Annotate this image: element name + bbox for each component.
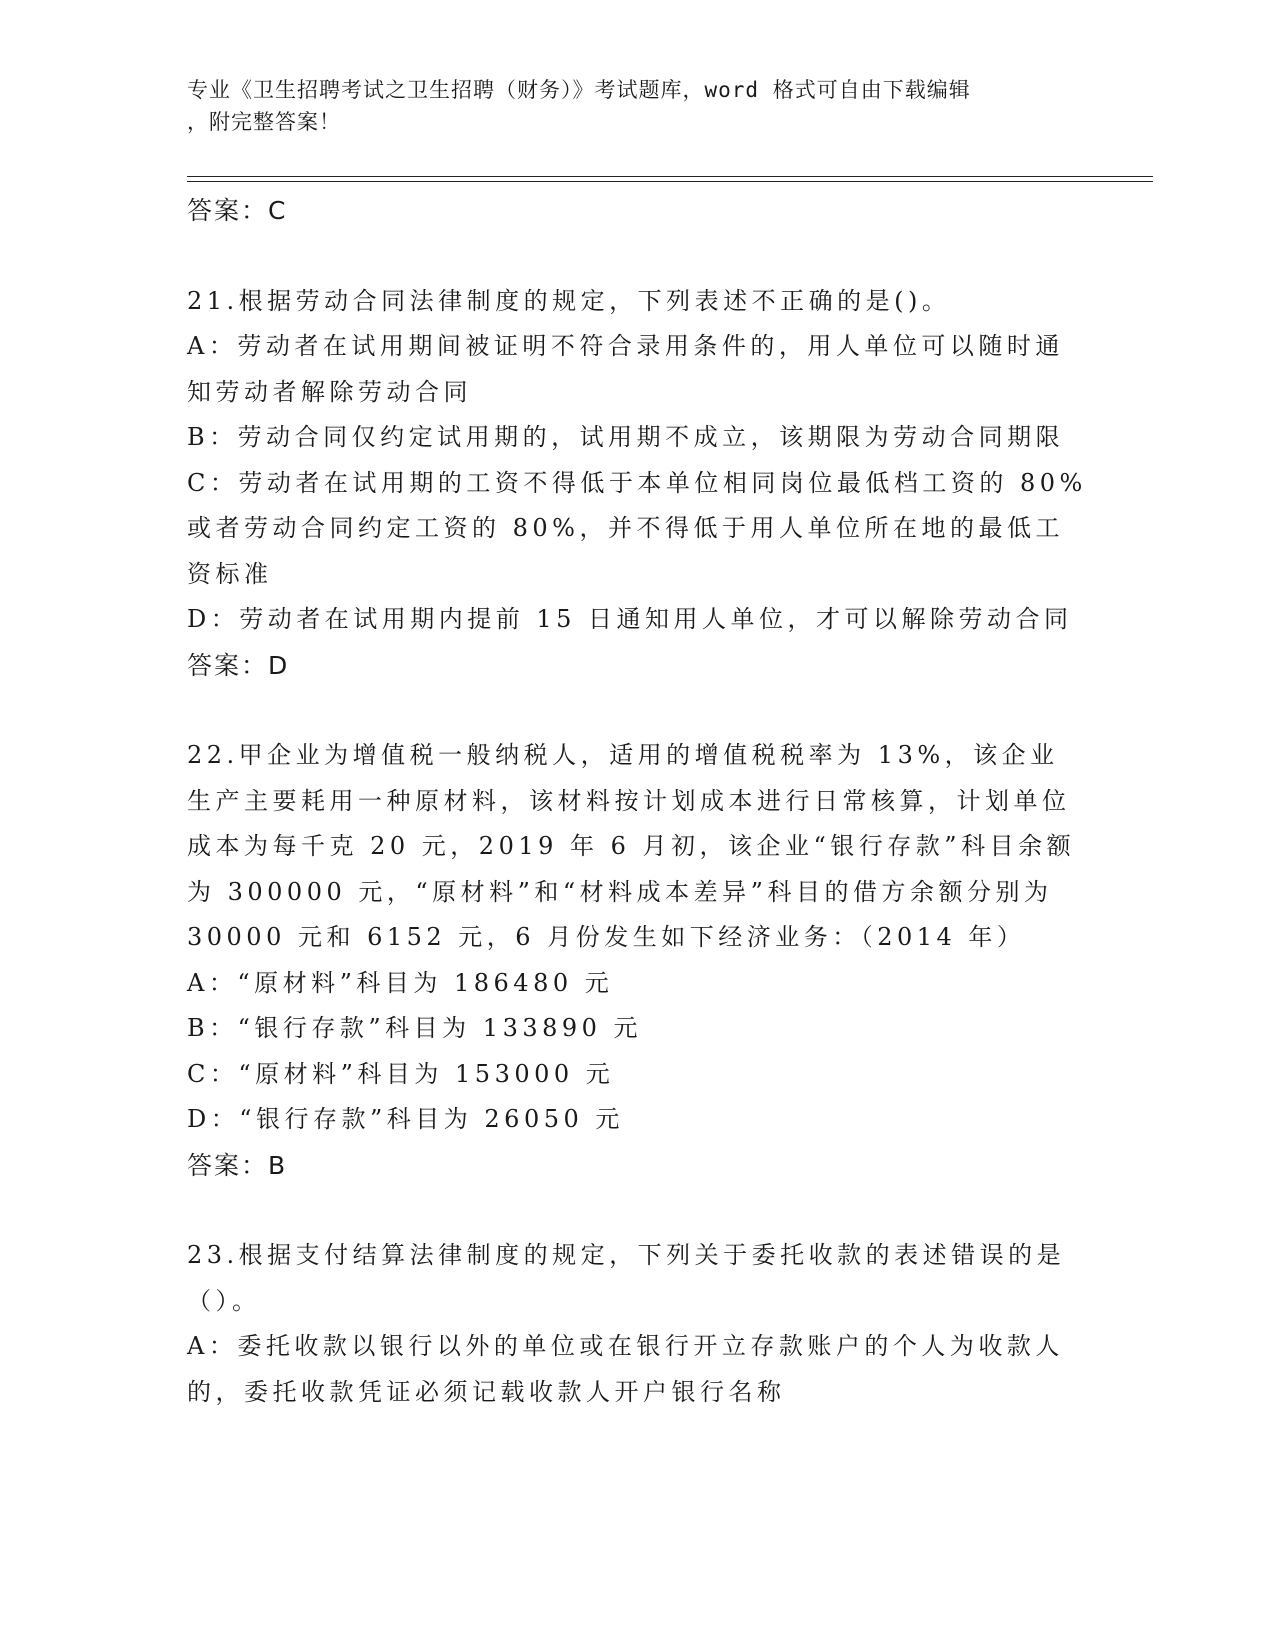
question-21 — [187, 279, 1087, 689]
option-d: D：“银行存款”科目为 26050 元 — [187, 1105, 624, 1133]
header-line-2: ，附完整答案！ — [187, 110, 341, 134]
question-stem: 21.根据劳动合同法律制度的规定，下列表述不正确的是()。 — [187, 286, 951, 315]
question-stem: 22.甲企业为增值税一般纳税人，适用的增值税税率为 13%，该企业生产主要耗用一种原材料，该材料按计划成本进行日常核算，计划单位成本为每千克 20 元，2019 年 6 月初，该企业“银行存款”科目余额为 300000 元，“原材料”和“材料成本差异”科目的借方余额分别为 30000 元和 6152 元，6 月份发生如下经济业务：（2014 年） — [187, 741, 1076, 951]
question-stem: 23.根据支付结算法律制度的规定，下列关于委托收款的表述错误的是（）。 — [187, 1241, 1066, 1315]
answer: 答案：B — [187, 1150, 288, 1180]
previous-answer: 答案：C — [187, 196, 288, 225]
question-22 — [187, 733, 1087, 1188]
header-divider-bottom — [187, 181, 1153, 182]
answer: 答案：D — [187, 650, 290, 680]
option-a: A：“原材料”科目为 186480 元 — [187, 968, 614, 997]
option-c: C：“原材料”科目为 153000 元 — [187, 1059, 615, 1088]
option-a: A：委托收款以银行以外的单位或在银行开立存款账户的个人为收款人的，委托收款凭证必须记载收款人开户银行名称 — [187, 1332, 1064, 1406]
option-a: A：劳动者在试用期间被证明不符合录用条件的，用人单位可以随时通知劳动者解除劳动合同 — [187, 332, 1064, 406]
option-c: C：劳动者在试用期的工资不得低于本单位相同岗位最低档工资的 80%或者劳动合同约定工资的 80%，并不得低于用人单位所在地的最低工资标准 — [187, 468, 1087, 588]
document-header — [187, 74, 1087, 138]
header-line-1: 专业《卫生招聘考试之卫生招聘（财务）》考试题库，word 格式可自由下载编辑 — [187, 78, 971, 102]
exam-content — [187, 188, 1087, 1415]
question-23 — [187, 1233, 1087, 1415]
option-b: B：“银行存款”科目为 133890 元 — [187, 1014, 643, 1042]
option-d: D：劳动者在试用期内提前 15 日通知用人单位，才可以解除劳动合同 — [187, 605, 1073, 633]
header-divider-top — [187, 176, 1153, 177]
option-b: B：劳动合同仅约定试用期的，试用期不成立，该期限为劳动合同期限 — [187, 423, 1065, 451]
